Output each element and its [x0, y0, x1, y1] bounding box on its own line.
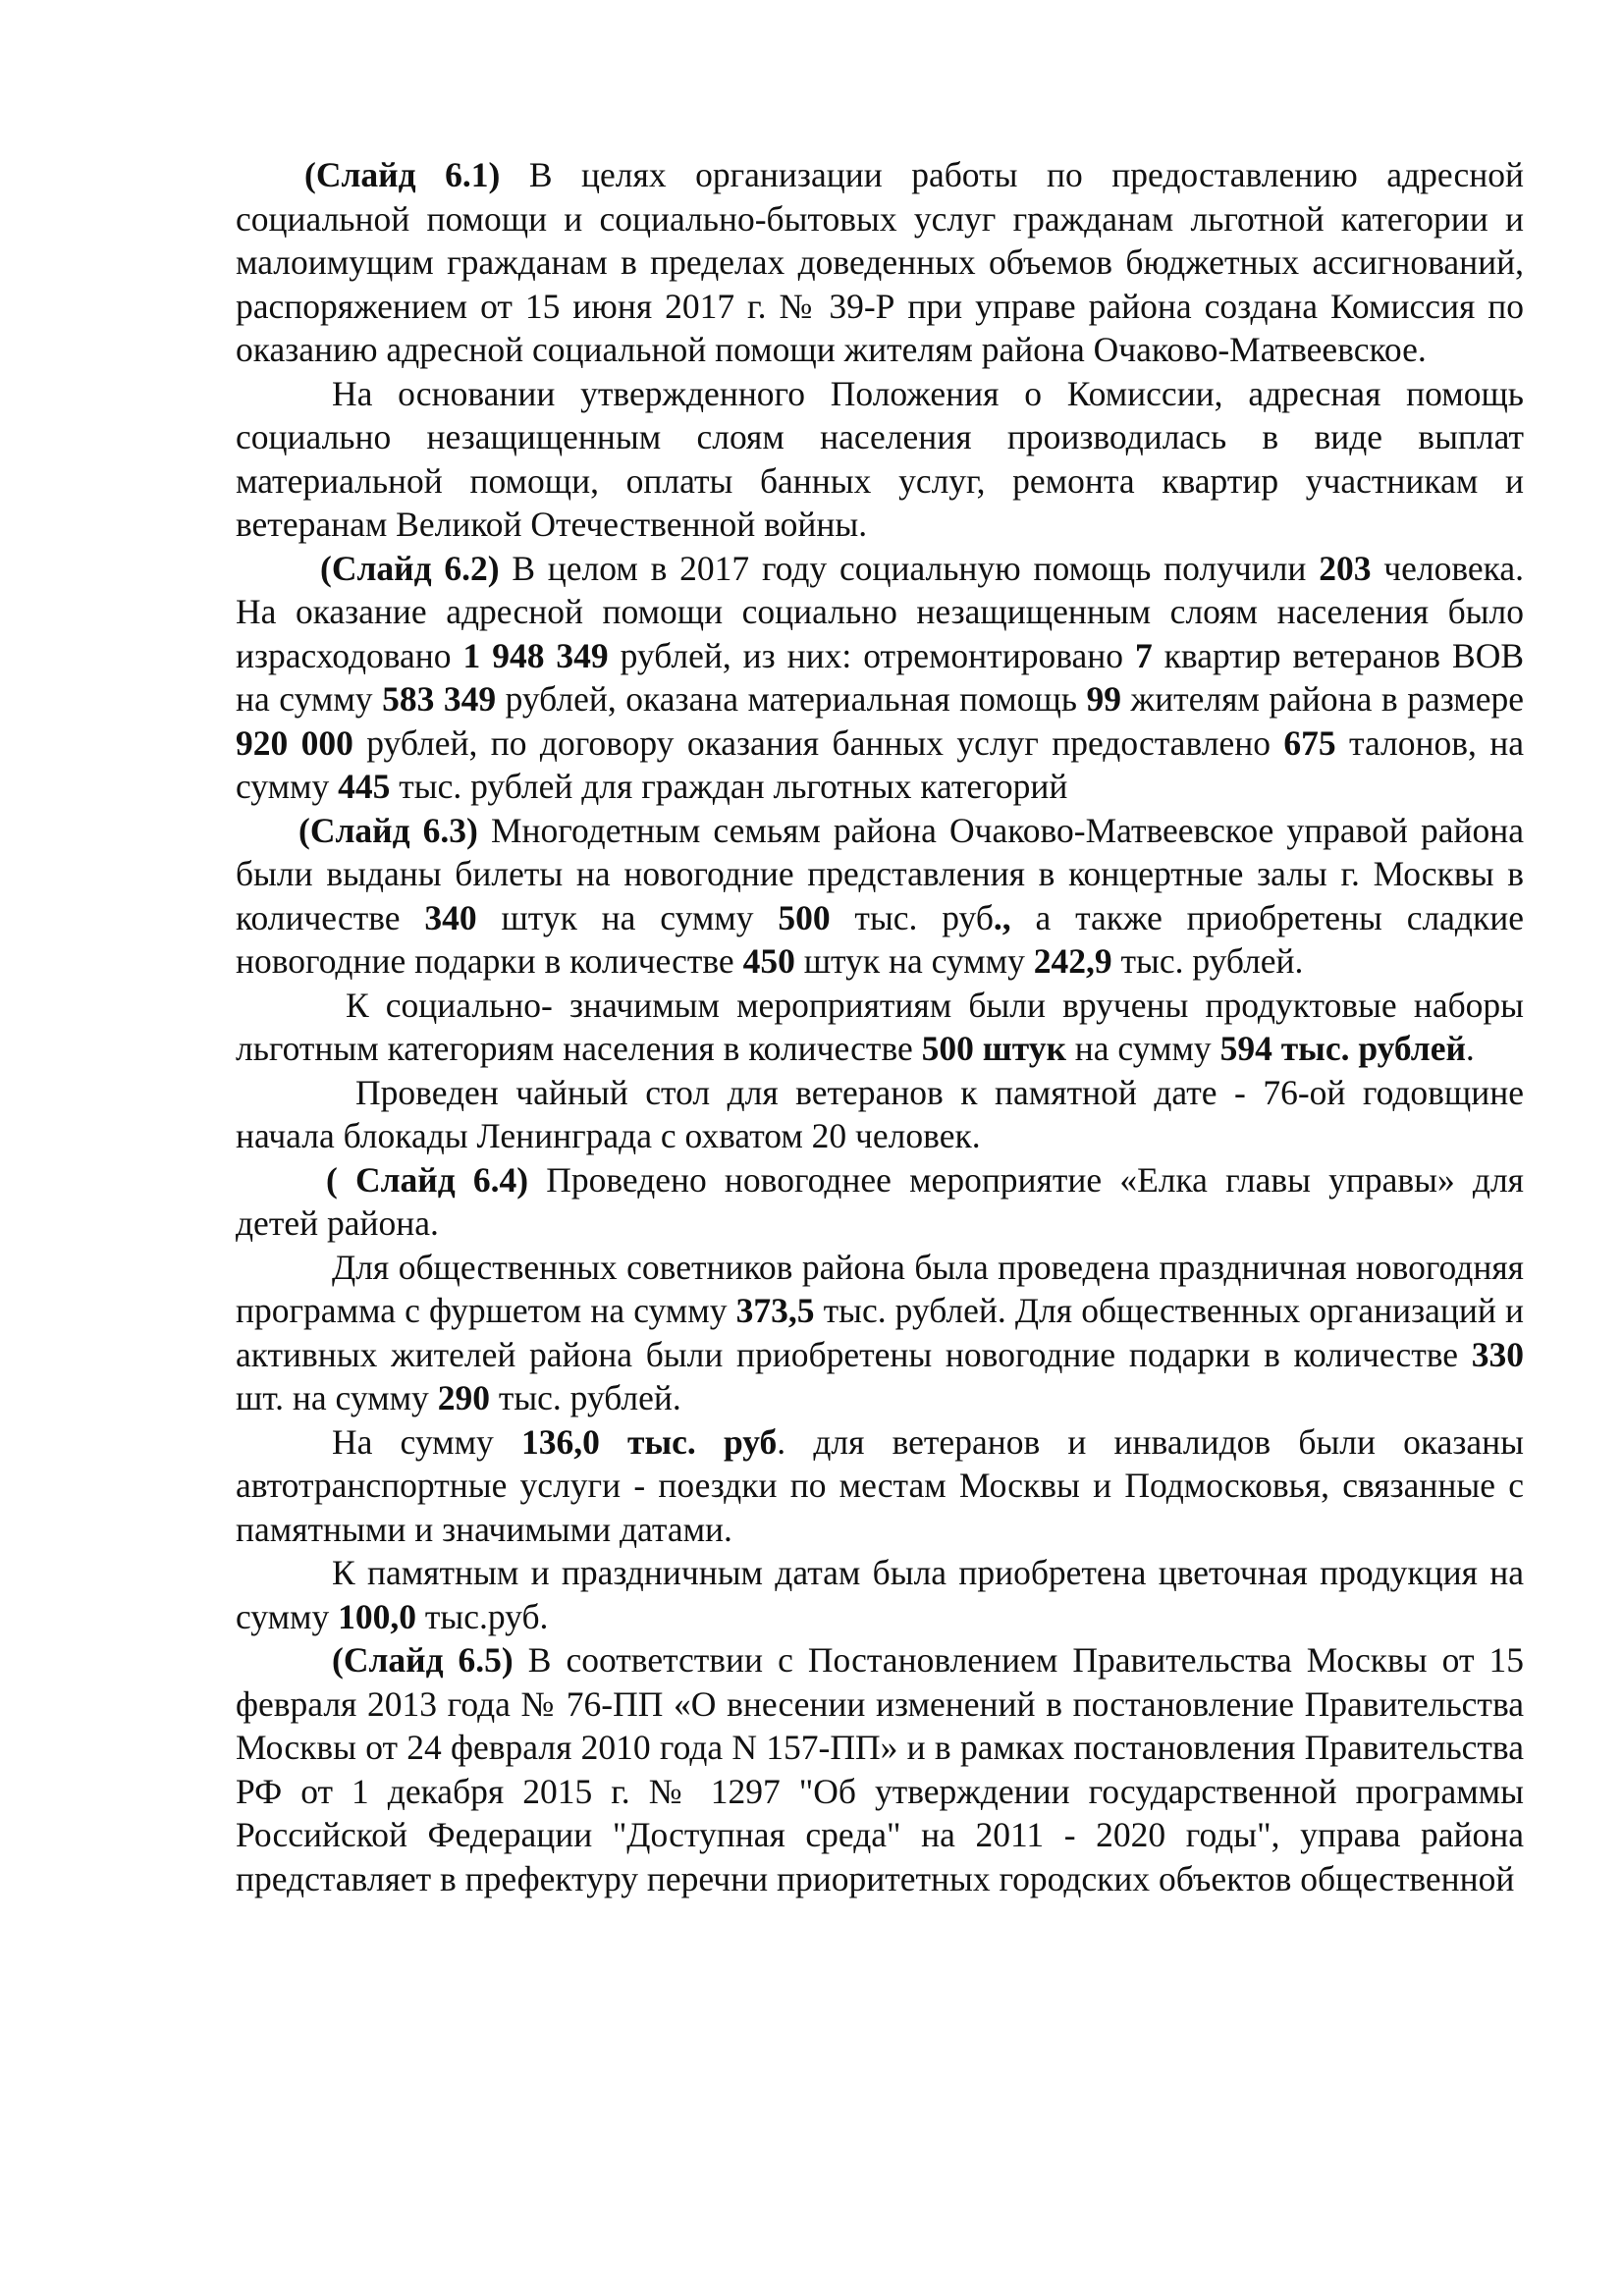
body-text: Для общественных советников района была проведена праздничная новогодняя программа с фуршетом на сумму: [236, 1247, 1524, 1330]
bold-text: (Слайд 6.5): [332, 1640, 514, 1680]
bold-text: 242,9: [1033, 941, 1112, 981]
body-text: тыс. руб: [830, 897, 994, 937]
body-text: рублей, из них: отремонтировано: [608, 635, 1135, 675]
paragraph: [236, 1071, 1524, 1158]
document-page: [236, 153, 1524, 1900]
bold-text: (Слайд 6.1): [304, 155, 501, 194]
body-text: тыс. рублей. Для общественных организаций и активных жителей района были приобретены новогодние подарки в количестве: [236, 1291, 1524, 1374]
body-text: а также приобретены сладкие новогодние подарки в количестве: [236, 897, 1524, 981]
body-text: штук на сумму: [476, 897, 779, 937]
paragraph: [236, 153, 1524, 372]
body-text: на сумму: [1065, 1029, 1220, 1068]
paragraph: [236, 1158, 1524, 1246]
bold-text: 7: [1134, 635, 1153, 675]
paragraph: [236, 1551, 1524, 1638]
body-text: тыс. рублей.: [1111, 941, 1304, 981]
body-text: В целях организации работы по предоставлению адресной социальной помощи и социально-бытовых услуг гражданам льготной категории и малоимущим гражданам в пределах доведенных объемов бюджетных ассигнований, распоряжением от 15 июня 2017 г. № 39-Р при управе района создана Комиссия по оказанию адресной социальной помощи жителям района Очаково-Матвеевское.: [236, 155, 1525, 369]
body-text: К памятным и праздничным датам была приобретена цветочная продукция на сумму: [236, 1553, 1524, 1636]
bold-text: .,: [993, 897, 1011, 937]
paragraph: [236, 809, 1524, 984]
bold-text: ( Слайд 6.4): [326, 1159, 529, 1200]
body-text: В целом в 2017 году социальную помощь получили: [499, 548, 1320, 588]
body-text: шт. на сумму: [236, 1378, 438, 1417]
bold-text: 99: [1086, 679, 1122, 719]
paragraph: [236, 547, 1524, 809]
body-text: рублей, оказана материальная помощь: [496, 679, 1087, 719]
paragraph: [236, 1420, 1524, 1552]
body-text: . для ветеранов и инвалидов были оказаны автотранспортные услуги - поездки по местам Москвы и Подмосковья, связанные с памятными и значимыми датами.: [236, 1421, 1524, 1549]
bold-text: 594 тыс. рублей: [1219, 1029, 1466, 1068]
body-text: человека. На оказание адресной помощи социально незащищенным слоям населения было израсходовано: [236, 548, 1524, 675]
paragraph: [236, 1638, 1524, 1900]
body-text: рублей, по договору оказания банных услуг предоставлено: [352, 722, 1284, 763]
paragraph: [236, 1246, 1524, 1420]
body-text: штук на сумму: [794, 941, 1034, 981]
body-text: К социально- значимым мероприятиям были вручены продуктовые наборы льготным категориям населения в количестве: [236, 985, 1524, 1068]
bold-text: (Слайд 6.2): [320, 548, 500, 588]
bold-text: 340: [424, 897, 477, 937]
body-text: талонов, на сумму: [236, 722, 1525, 806]
bold-text: 583 349: [382, 679, 497, 719]
body-text: жителям района в размере: [1121, 679, 1524, 719]
bold-text: 290: [437, 1378, 490, 1417]
bold-text: 203: [1319, 548, 1372, 588]
bold-text: 500 штук: [921, 1029, 1066, 1068]
body-text: тыс. рублей.: [489, 1378, 681, 1417]
body-text: На сумму: [332, 1421, 521, 1462]
bold-text: 373,5: [735, 1291, 815, 1330]
body-text: Проведено новогоднее мероприятие «Елка главы управы» для детей района.: [236, 1159, 1524, 1243]
body-text: На основании утвержденного Положения о Комиссии, адресная помощь социально незащищенным слоям населения производилась в виде выплат материальной помощи, оплаты банных услуг, ремонта квартир участникам и ветеранам Великой Отечественной войны.: [236, 373, 1524, 544]
bold-text: 920 000: [236, 722, 353, 763]
body-text: квартир ветеранов ВОВ на сумму: [236, 635, 1525, 719]
body-text: Многодетным семьям района Очаково-Матвеевское управой района были выданы билеты на новогодние представления в концертные залы г. Москвы в количестве: [236, 810, 1524, 937]
body-text: Проведен чайный стол для ветеранов к памятной дате - 76-ой годовщине начала блокады Ленинграда с охватом 20 человек.: [236, 1072, 1524, 1155]
bold-text: 330: [1471, 1334, 1524, 1374]
body-text: В соответствии с Постановлением Правительства Москвы от 15 февраля 2013 года № 76-ПП «О внесении изменений в постановление Правительства Москвы от 24 февраля 2010 года N 157-ПП» и в рамках постановления Правительства РФ от 1 декабря 2015 г. № 1297 "Об утверждении государственной программы Российской Федерации "Доступная среда" на 2011 - 2020 годы", управа района представляет в префектуру перечни приоритетных городских объектов общественной: [236, 1640, 1524, 1898]
bold-text: 100,0: [338, 1596, 417, 1636]
body-text: тыс. рублей для граждан льготных категорий: [390, 767, 1068, 806]
bold-text: 1 948 349: [462, 635, 609, 675]
bold-text: 500: [778, 897, 831, 937]
paragraph: [236, 984, 1524, 1071]
body-text: тыс.руб.: [416, 1596, 549, 1636]
bold-text: 450: [742, 941, 795, 981]
paragraph: [236, 372, 1524, 547]
bold-text: 675: [1283, 722, 1336, 763]
bold-text: 136,0 тыс. руб: [520, 1421, 778, 1462]
body-text: .: [1465, 1029, 1475, 1068]
bold-text: 445: [338, 767, 391, 806]
bold-text: (Слайд 6.3): [298, 810, 478, 850]
